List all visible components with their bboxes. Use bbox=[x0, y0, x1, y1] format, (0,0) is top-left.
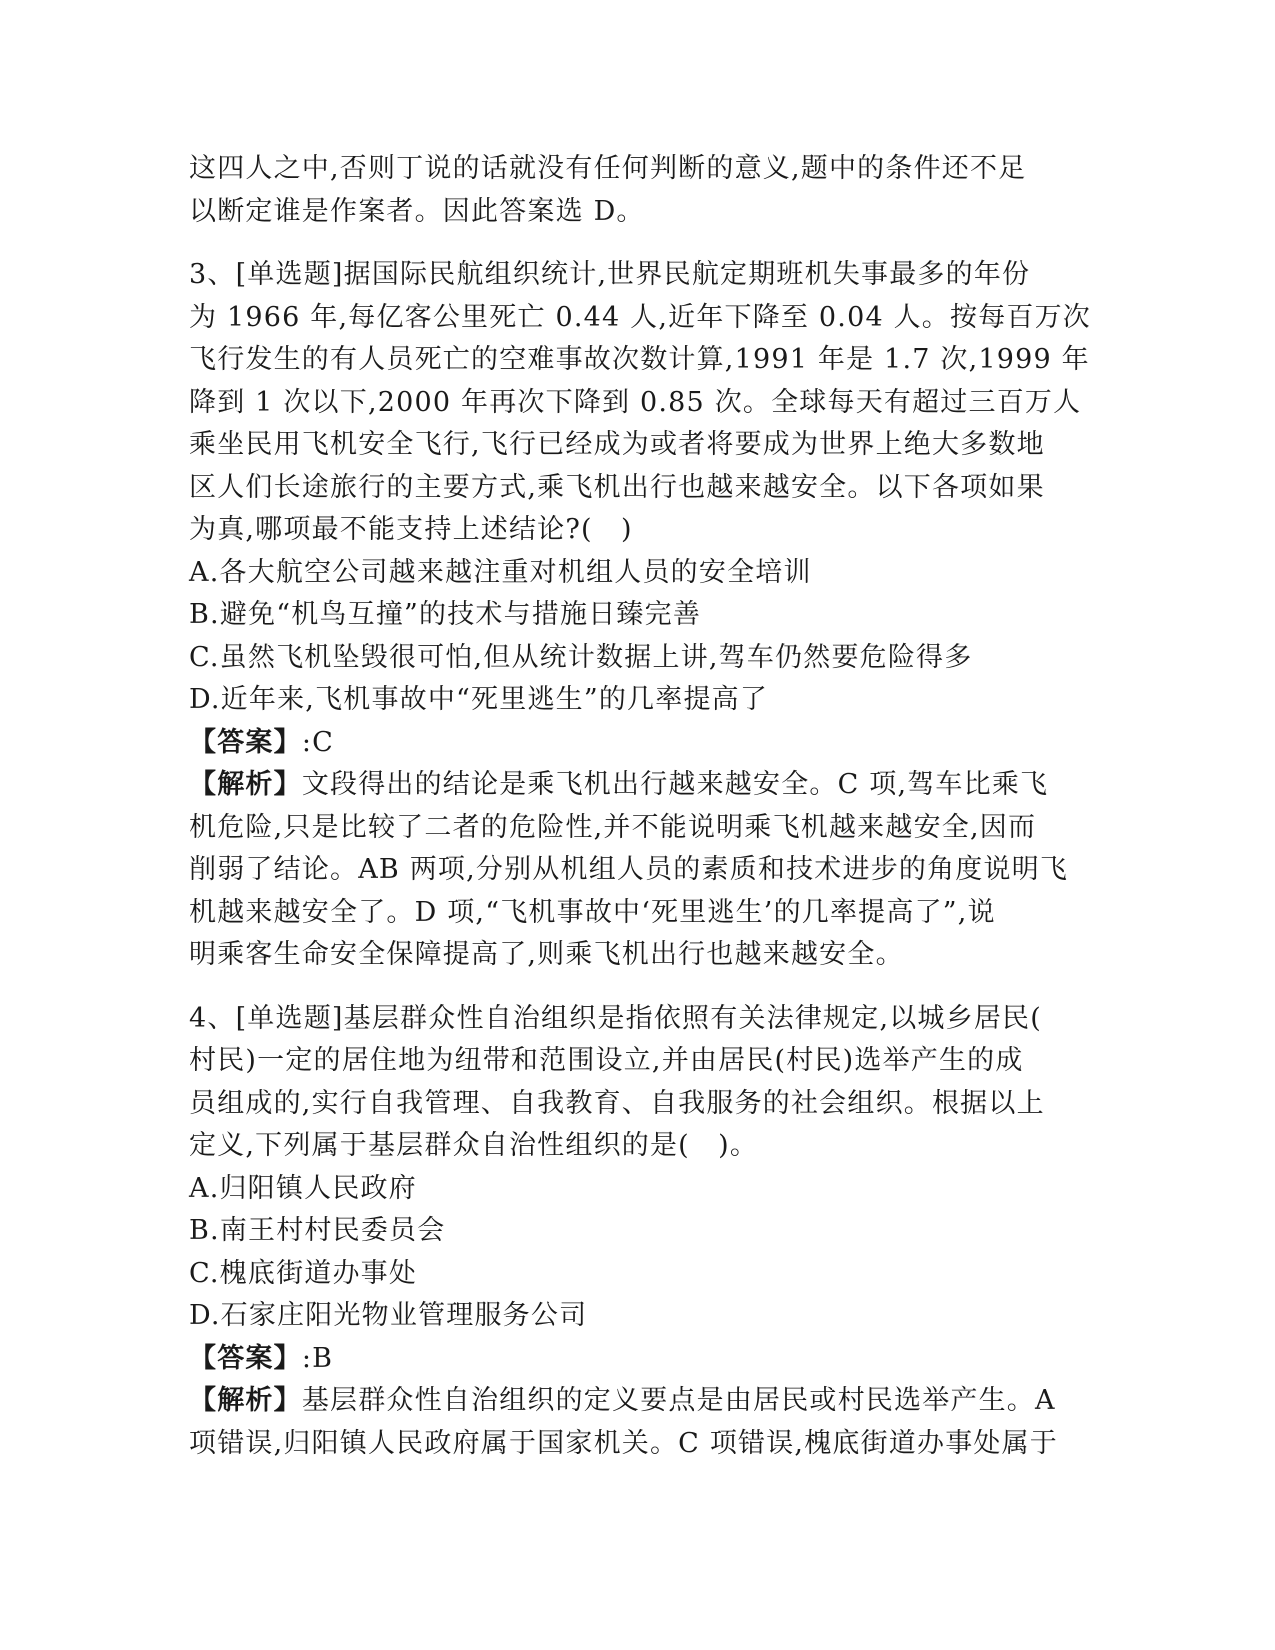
option-d: D.石家庄阳光物业管理服务公司 bbox=[189, 1300, 588, 1331]
option-b: B.南王村村民委员会 bbox=[189, 1215, 446, 1246]
answer-label: 【答案】 bbox=[189, 726, 302, 758]
analysis-label: 【解析】 bbox=[189, 1385, 302, 1416]
stem-line: 为真,哪项最不能支持上述结论?( ) bbox=[189, 514, 633, 545]
answer-line bbox=[189, 722, 1089, 765]
option-c: C.虽然飞机坠毁很可怕,但从统计数据上讲,驾车仍然要危险得多 bbox=[189, 641, 973, 673]
paragraph-gap bbox=[189, 977, 1089, 998]
answer-value: B bbox=[312, 1342, 334, 1374]
option-c: C.槐底街道办事处 bbox=[189, 1257, 418, 1289]
stem-line: 飞行发生的有人员死亡的空难事故次数计算,1991 年是 1.7 次,1999 年 bbox=[189, 344, 1090, 375]
option-a: A.各大航空公司越来越注重对机组人员的安全培训 bbox=[189, 556, 812, 588]
stem-line: 乘坐民用飞机安全飞行,飞行已经成为或者将要成为世界上绝大多数地 bbox=[189, 429, 1045, 460]
paragraph-gap bbox=[189, 233, 1089, 254]
option-a: A.归阳镇人民政府 bbox=[189, 1172, 417, 1204]
analysis-line: 机危险,只是比较了二者的危险性,并不能说明乘飞机越来越安全,因而 bbox=[189, 811, 1037, 843]
stem-line: 村民)一定的居住地为纽带和范围设立,并由居民(村民)选举产生的成 bbox=[189, 1045, 1024, 1076]
question-stem bbox=[189, 998, 1089, 1168]
stem-line: 定义,下列属于基层群众自治性组织的是( )。 bbox=[189, 1130, 759, 1161]
stem-line: 降到 1 次以下,2000 年再次下降到 0.85 次。全球每天有超过三百万人 bbox=[189, 386, 1082, 418]
analysis-label: 【解析】 bbox=[189, 769, 302, 800]
analysis bbox=[189, 764, 1089, 977]
answer-value: C bbox=[312, 726, 334, 758]
analysis-line: 削弱了结论。AB 两项,分别从机组人员的素质和技术进步的角度说明飞 bbox=[189, 854, 1069, 885]
analysis-line: 机越来越安全了。D 项,“飞机事故中‘死里逃生’的几率提高了”,说 bbox=[189, 896, 996, 928]
prev-explanation bbox=[189, 148, 1089, 233]
analysis-line: 项错误,归阳镇人民政府属于国家机关。C 项错误,槐底街道办事处属于 bbox=[189, 1427, 1059, 1459]
option-list bbox=[189, 1168, 1089, 1338]
stem-line: 区人们长途旅行的主要方式,乘飞机出行也越来越安全。以下各项如果 bbox=[189, 471, 1045, 503]
option-d: D.近年来,飞机事故中“死里逃生”的几率提高了 bbox=[189, 684, 769, 715]
analysis-line bbox=[189, 1380, 1089, 1423]
analysis-text: 文段得出的结论是乘飞机出行越来越安全。C 项,驾车比乘飞 bbox=[301, 769, 1049, 800]
text-line: 以断定谁是作案者。因此答案选 D。 bbox=[189, 195, 645, 227]
answer-line bbox=[189, 1338, 1089, 1381]
analysis-text: 基层群众性自治组织的定义要点是由居民或村民选举产生。A bbox=[301, 1385, 1056, 1416]
question-3 bbox=[189, 254, 1092, 977]
stem-line: 4、[单选题]基层群众性自治组织是指依照有关法律规定,以城乡居民( bbox=[189, 1002, 1042, 1034]
document-page bbox=[189, 148, 1092, 1465]
stem-line: 为 1966 年,每亿客公里死亡 0.44 人,近年下降至 0.04 人。按每百万次 bbox=[189, 301, 1092, 333]
analysis-line bbox=[189, 764, 1089, 807]
question-stem bbox=[189, 254, 1092, 552]
stem-line: 员组成的,实行自我管理、自我教育、自我服务的社会组织。根据以上 bbox=[189, 1087, 1045, 1119]
answer-label: 【答案】 bbox=[189, 1342, 302, 1374]
analysis-line: 明乘客生命安全保障提高了,则乘飞机出行也越来越安全。 bbox=[189, 939, 904, 970]
stem-line: 3、[单选题]据国际民航组织统计,世界民航定期班机失事最多的年份 bbox=[189, 259, 1031, 290]
analysis bbox=[189, 1380, 1089, 1465]
answer-separator: : bbox=[301, 726, 313, 758]
text-line: 这四人之中,否则丁说的话就没有任何判断的意义,题中的条件还不足 bbox=[189, 153, 1027, 184]
answer-separator: : bbox=[301, 1342, 313, 1374]
option-list bbox=[189, 552, 1089, 722]
option-b: B.避免“机鸟互撞”的技术与措施日臻完善 bbox=[189, 599, 702, 630]
question-4 bbox=[189, 998, 1089, 1466]
